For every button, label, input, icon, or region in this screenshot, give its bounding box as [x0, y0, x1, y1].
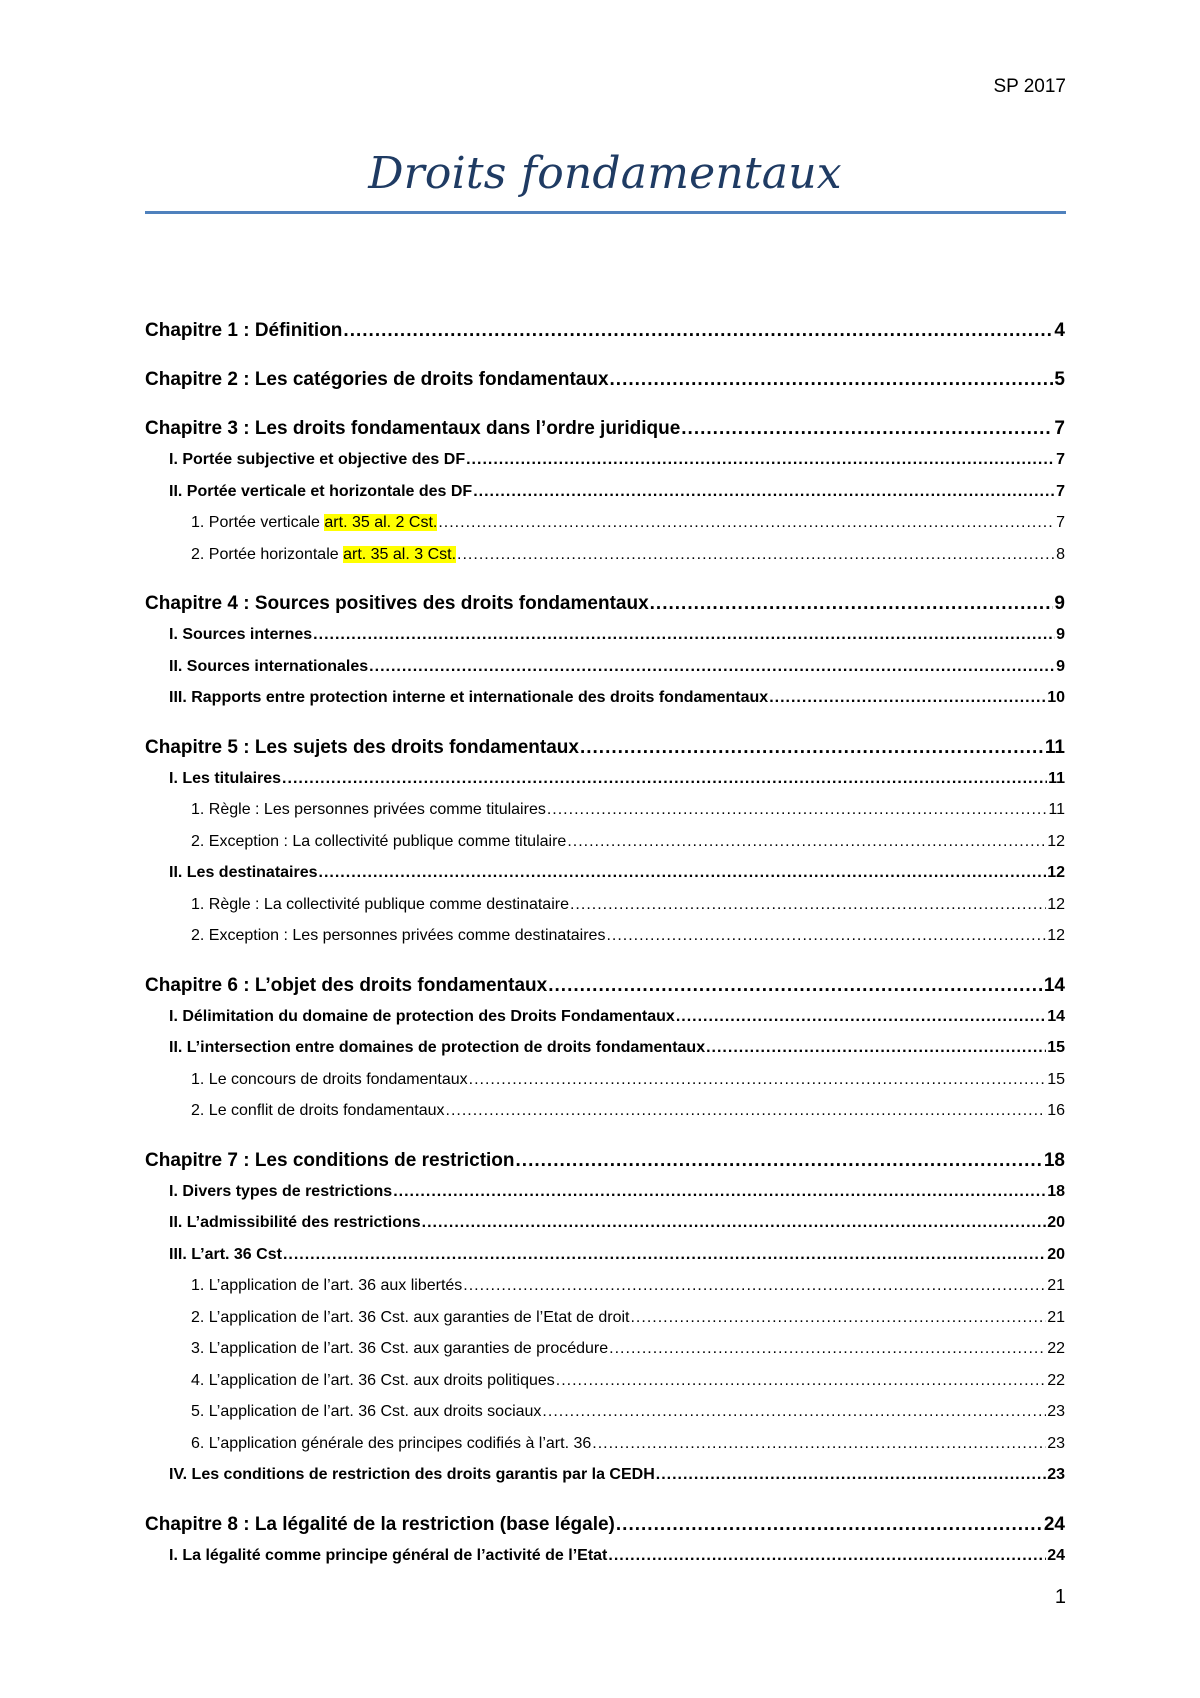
- toc-entry-text: I. La légalité comme principe général de l’activité de l’Etat: [169, 1546, 608, 1564]
- toc-dot-leader: [457, 539, 1055, 571]
- toc-subsection-entry[interactable]: [145, 1064, 1065, 1096]
- toc-page-number: 7: [1056, 514, 1065, 531]
- toc-subsection-entry[interactable]: [145, 507, 1065, 539]
- toc-entry-text: Définition: [254, 320, 343, 341]
- toc-entry-text: II. L’admissibilité des restrictions: [169, 1214, 421, 1231]
- toc-entry-text: 3. L’application de l’art. 36 Cst. aux garanties de procédure: [191, 1340, 609, 1357]
- toc-highlighted-reference: art. 35 al. 2 Cst.: [324, 514, 438, 531]
- toc-entry-text: 5. L’application de l’art. 36 Cst. aux droits sociaux: [191, 1403, 542, 1420]
- toc-dot-leader: [609, 1333, 1046, 1365]
- toc-page-number: 21: [1047, 1308, 1065, 1326]
- toc-entry-label: [191, 1396, 541, 1428]
- toc-dot-leader: [650, 589, 1054, 619]
- toc-page-number: 14: [1043, 974, 1065, 996]
- toc-chapter-entry[interactable]: [145, 971, 1065, 1001]
- toc-entry-label: [169, 1176, 392, 1208]
- toc-entry-text: 1. L’application de l’art. 36 aux libertés: [191, 1277, 463, 1294]
- toc-entry-label: [191, 1365, 555, 1397]
- toc-page-number: 16: [1047, 1102, 1065, 1119]
- toc-page-number: 12: [1047, 895, 1065, 913]
- toc-entry-label: [145, 1146, 515, 1176]
- toc-dot-leader: [580, 733, 1044, 763]
- toc-chapter-entry[interactable]: [145, 1510, 1065, 1540]
- toc-dot-leader: [542, 1396, 1046, 1428]
- toc-chapter-prefix: Chapitre 8 :: [145, 1513, 255, 1535]
- toc-entry-label: [169, 857, 318, 889]
- toc-page-number: 9: [1056, 657, 1065, 675]
- toc-subsection-entry[interactable]: [145, 889, 1065, 921]
- toc-page-number: 12: [1047, 832, 1065, 850]
- toc-dot-leader: [769, 682, 1046, 714]
- toc-chapter-entry[interactable]: [145, 1146, 1065, 1176]
- toc-dot-leader: [630, 1302, 1046, 1334]
- toc-entry-text: 4. L’application de l’art. 36 Cst. aux droits politiques: [191, 1371, 555, 1389]
- toc-chapter-entry[interactable]: [145, 414, 1065, 444]
- toc-entry-text: 1. Règle : La collectivité publique comme destinataire: [191, 895, 569, 913]
- toc-page-number: 23: [1047, 1434, 1065, 1452]
- toc-entry-label: [191, 539, 456, 571]
- toc-chapter-entry[interactable]: [145, 733, 1065, 763]
- toc-dot-leader: [369, 651, 1055, 683]
- toc-subsection-entry[interactable]: [145, 920, 1065, 952]
- toc-dot-leader: [283, 1239, 1046, 1271]
- toc-entry-label: [169, 1540, 607, 1572]
- toc-entry-text: 2. Exception : La collectivité publique comme titulaire: [191, 832, 567, 850]
- toc-dot-leader: [570, 889, 1046, 921]
- document-title: Droits fondamentaux: [368, 148, 842, 199]
- toc-dot-leader: [547, 794, 1048, 826]
- toc-subsection-entry[interactable]: [145, 794, 1065, 826]
- toc-dot-leader: [616, 1510, 1043, 1540]
- toc-page-number: 15: [1047, 1039, 1065, 1056]
- toc-entry-label: [145, 733, 579, 763]
- toc-chapter-prefix: Chapitre 6 :: [145, 974, 255, 996]
- toc-page-number: 20: [1047, 1245, 1065, 1263]
- toc-subsection-entry[interactable]: [145, 1302, 1065, 1334]
- toc-entry-text: Les sujets des droits fondamentaux: [254, 736, 579, 758]
- toc-subsection-entry[interactable]: [145, 1333, 1065, 1365]
- toc-page-number: 22: [1047, 1340, 1065, 1357]
- toc-entry-label: [191, 794, 546, 826]
- title-underline: [145, 211, 1066, 214]
- toc-entry-text: I. Divers types de restrictions: [169, 1182, 393, 1200]
- toc-entry-text: Les droits fondamentaux dans l’ordre juridique: [254, 418, 681, 439]
- toc-entry-label: [169, 651, 368, 683]
- toc-entry-label: [191, 507, 437, 539]
- toc-page-number: 18: [1047, 1182, 1065, 1200]
- toc-entry-label: [191, 1333, 608, 1365]
- toc-dot-leader: [592, 1428, 1046, 1460]
- toc-entry-text: 1. Le concours de droits fondamentaux: [191, 1070, 468, 1088]
- toc-dot-leader: [656, 1459, 1046, 1491]
- toc-entry-label: [145, 316, 342, 346]
- toc-chapter-entry[interactable]: [145, 589, 1065, 619]
- toc-page-number: 22: [1047, 1371, 1065, 1389]
- toc-entry-label: [169, 1459, 655, 1491]
- toc-page-number: 23: [1047, 1466, 1065, 1483]
- toc-section-entry[interactable]: [145, 651, 1065, 683]
- toc-entry-text: La légalité de la restriction (base légale): [254, 1513, 615, 1535]
- toc-page-number: 11: [1044, 736, 1065, 758]
- toc-dot-leader: [473, 476, 1055, 508]
- toc-page-number: 11: [1048, 801, 1065, 818]
- toc-dot-leader: [438, 507, 1055, 539]
- toc-chapter-prefix: Chapitre 2 :: [145, 369, 255, 390]
- toc-dot-leader: [556, 1365, 1046, 1397]
- toc-dot-leader: [463, 1270, 1046, 1302]
- toc-dot-leader: [610, 365, 1054, 395]
- toc-entry-text: L’objet des droits fondamentaux: [254, 974, 548, 996]
- toc-entry-text: III. Rapports entre protection interne et internationale des droits fondamentaux: [169, 689, 769, 706]
- toc-entry-label: [145, 971, 547, 1001]
- toc-section-entry[interactable]: [145, 857, 1065, 889]
- toc-page-number: 24: [1047, 1546, 1065, 1564]
- toc-page-number: 20: [1047, 1214, 1065, 1231]
- toc-subsection-entry[interactable]: [145, 539, 1065, 571]
- toc-entry-label: [169, 1239, 282, 1271]
- toc-section-entry[interactable]: [145, 619, 1065, 651]
- toc-subsection-entry[interactable]: [145, 1396, 1065, 1428]
- toc-dot-leader: [608, 1540, 1046, 1572]
- toc-page-number: 15: [1047, 1070, 1065, 1088]
- toc-dot-leader: [516, 1146, 1043, 1176]
- toc-entry-text: I. Sources internes: [169, 626, 313, 643]
- toc-page-number: 9: [1054, 593, 1065, 614]
- toc-entry-text: 1. Portée verticale: [191, 514, 325, 531]
- toc-page-number: 24: [1043, 1513, 1065, 1535]
- toc-entry-text: Les conditions de restriction: [254, 1149, 515, 1171]
- toc-entry-label: [191, 1270, 462, 1302]
- toc-subsection-entry[interactable]: [145, 1365, 1065, 1397]
- toc-chapter-prefix: Chapitre 4 :: [145, 593, 255, 614]
- toc-dot-leader: [466, 444, 1055, 476]
- table-of-contents: [145, 316, 1065, 1571]
- header-text: SP 2017: [993, 76, 1066, 97]
- toc-page-number: 12: [1047, 864, 1065, 881]
- toc-entry-text: 2. L’application de l’art. 36 Cst. aux garanties de l’Etat de droit: [191, 1308, 630, 1326]
- toc-entry-label: [169, 1032, 705, 1064]
- toc-page-number: 12: [1047, 927, 1065, 944]
- toc-dot-leader: [313, 619, 1055, 651]
- toc-page-number: 18: [1043, 1149, 1065, 1171]
- toc-page-number: 7: [1054, 418, 1065, 439]
- toc-page-number: 7: [1056, 451, 1065, 468]
- toc-dot-leader: [567, 826, 1046, 858]
- toc-entry-text: 1. Règle : Les personnes privées comme titulaires: [191, 801, 546, 818]
- toc-entry-label: [169, 763, 281, 795]
- toc-subsection-entry[interactable]: [145, 1428, 1065, 1460]
- toc-entry-label: [169, 476, 472, 508]
- toc-entry-text: IV. Les conditions de restriction des droits garantis par la CEDH: [169, 1466, 655, 1483]
- toc-page-number: 10: [1047, 689, 1065, 706]
- toc-page-number: 14: [1047, 1007, 1065, 1025]
- toc-entry-text: II. L’intersection entre domaines de protection de droits fondamentaux: [169, 1039, 706, 1056]
- toc-page-number: 21: [1047, 1277, 1065, 1294]
- toc-chapter-prefix: Chapitre 5 :: [145, 736, 255, 758]
- toc-entry-text: III. L’art. 36 Cst: [169, 1245, 282, 1263]
- toc-section-entry[interactable]: [145, 1207, 1065, 1239]
- toc-entry-label: [191, 826, 566, 858]
- toc-entry-text: 2. Exception : Les personnes privées comme destinataires: [191, 927, 606, 944]
- toc-dot-leader: [343, 316, 1053, 346]
- toc-dot-leader: [706, 1032, 1046, 1064]
- toc-section-entry[interactable]: [145, 1459, 1065, 1491]
- toc-chapter-entry[interactable]: [145, 365, 1065, 395]
- toc-entry-text: I. Portée subjective et objective des DF: [169, 451, 466, 468]
- toc-entry-label: [191, 1064, 468, 1096]
- toc-subsection-entry[interactable]: [145, 1095, 1065, 1127]
- toc-entry-text: II. Les destinataires: [169, 864, 318, 881]
- toc-section-entry[interactable]: [145, 1239, 1065, 1271]
- toc-dot-leader: [282, 763, 1047, 795]
- toc-dot-leader: [548, 971, 1043, 1001]
- toc-chapter-prefix: Chapitre 3 :: [145, 418, 255, 439]
- toc-page-number: 9: [1056, 626, 1065, 643]
- toc-entry-label: [191, 1095, 445, 1127]
- toc-entry-label: [191, 1428, 591, 1460]
- toc-entry-label: [169, 444, 465, 476]
- toc-section-entry[interactable]: [145, 1540, 1065, 1572]
- toc-chapter-prefix: Chapitre 1 :: [145, 320, 255, 341]
- toc-chapter-prefix: Chapitre 7 :: [145, 1149, 255, 1171]
- toc-entry-label: [191, 889, 569, 921]
- toc-entry-text: 2. Portée horizontale: [191, 545, 344, 563]
- page-number: 1: [1054, 1586, 1066, 1608]
- toc-subsection-entry[interactable]: [145, 1270, 1065, 1302]
- toc-entry-text: 6. L’application générale des principes codifiés à l’art. 36: [191, 1434, 592, 1452]
- toc-page-number: 4: [1054, 320, 1065, 341]
- toc-entry-label: [169, 1001, 675, 1033]
- toc-entry-text: I. Délimitation du domaine de protection des Droits Fondamentaux: [169, 1007, 675, 1025]
- toc-page-number: 7: [1056, 482, 1065, 500]
- toc-dot-leader: [446, 1095, 1047, 1127]
- toc-dot-leader: [393, 1176, 1046, 1208]
- toc-entry-label: [191, 1302, 629, 1334]
- toc-entry-text: Sources positives des droits fondamentaux: [254, 593, 649, 614]
- toc-dot-leader: [319, 857, 1047, 889]
- toc-section-entry[interactable]: [145, 444, 1065, 476]
- toc-entry-text: II. Portée verticale et horizontale des DF: [169, 482, 473, 500]
- toc-page-number: 8: [1056, 545, 1065, 563]
- toc-entry-label: [191, 920, 605, 952]
- toc-page-number: 23: [1047, 1403, 1065, 1420]
- toc-section-entry[interactable]: [145, 1001, 1065, 1033]
- toc-section-entry[interactable]: [145, 1176, 1065, 1208]
- toc-entry-label: [145, 414, 680, 444]
- toc-entry-text: Les catégories de droits fondamentaux: [254, 369, 609, 390]
- toc-chapter-entry[interactable]: [145, 316, 1065, 346]
- toc-entry-label: [145, 1510, 615, 1540]
- toc-section-entry[interactable]: [145, 763, 1065, 795]
- toc-entry-label: [169, 682, 768, 714]
- toc-entry-label: [169, 619, 312, 651]
- toc-entry-label: [169, 1207, 421, 1239]
- toc-dot-leader: [606, 920, 1046, 952]
- toc-entry-text: I. Les titulaires: [169, 769, 282, 787]
- toc-dot-leader: [676, 1001, 1046, 1033]
- toc-page-number: 5: [1054, 369, 1065, 390]
- toc-entry-label: [145, 589, 649, 619]
- toc-dot-leader: [422, 1207, 1047, 1239]
- toc-section-entry[interactable]: [145, 682, 1065, 714]
- toc-section-entry[interactable]: [145, 476, 1065, 508]
- toc-section-entry[interactable]: [145, 1032, 1065, 1064]
- toc-subsection-entry[interactable]: [145, 826, 1065, 858]
- toc-entry-text: 2. Le conflit de droits fondamentaux: [191, 1102, 445, 1119]
- toc-page-number: 11: [1048, 769, 1065, 787]
- toc-dot-leader: [469, 1064, 1047, 1096]
- toc-entry-label: [145, 365, 609, 395]
- toc-entry-text: II. Sources internationales: [169, 657, 369, 675]
- toc-dot-leader: [681, 414, 1053, 444]
- toc-highlighted-reference: art. 35 al. 3 Cst.: [343, 545, 457, 563]
